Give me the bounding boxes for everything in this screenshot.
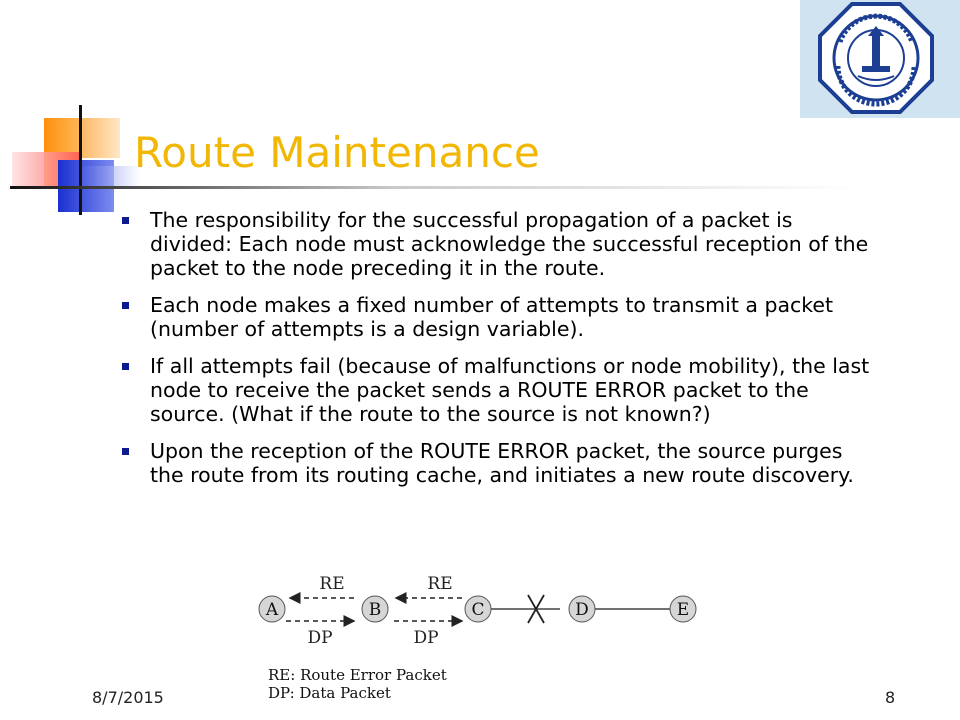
re-label-1: RE xyxy=(319,574,345,594)
square-bullet-icon xyxy=(122,217,129,224)
footer-date: 8/7/2015 xyxy=(92,688,164,707)
dp-label-1: DP xyxy=(307,628,333,648)
bullet-list xyxy=(118,208,878,500)
slide-title: Route Maintenance xyxy=(134,128,540,177)
square-bullet-icon xyxy=(122,363,129,370)
route-error-diagram xyxy=(250,565,720,655)
bullet-text: Upon the reception of the ROUTE ERROR packet, the source purges the route from its routing cache, and initiates a new route discovery. xyxy=(150,439,854,487)
node-e-label: E xyxy=(676,600,690,620)
bullet-item xyxy=(118,293,878,341)
node-b-label: B xyxy=(368,600,382,620)
node-a-label: A xyxy=(265,600,279,620)
square-bullet-icon xyxy=(122,448,129,455)
legend-item-dp: DP: Data Packet xyxy=(268,684,391,702)
bullet-text: Each node makes a fixed number of attempts to transmit a packet (number of attempts is a design variable). xyxy=(150,293,834,341)
re-label-2: RE xyxy=(427,574,453,594)
bullet-item xyxy=(118,208,878,280)
bullet-item xyxy=(118,439,878,487)
legend-item-re: RE: Route Error Packet xyxy=(268,666,447,684)
decor-orange-block-light xyxy=(80,118,120,158)
bullet-item xyxy=(118,354,878,426)
bullet-text: The responsibility for the successful propagation of a packet is divided: Each node must acknowledge the successful reception of the packet to the node preceding it in the route. xyxy=(150,208,869,280)
decor-vertical-line xyxy=(79,105,82,215)
university-seal-logo xyxy=(818,2,934,114)
diagram-legend xyxy=(268,666,447,702)
decor-blue-highlight xyxy=(80,166,140,186)
node-d-label: D xyxy=(575,600,589,620)
bullet-text: If all attempts fail (because of malfunctions or node mobility), the last node to receive the packet sends a ROUTE ERROR packet to the source. (What if the route to the source is not known?) xyxy=(150,354,870,426)
dp-label-2: DP xyxy=(413,628,439,648)
node-c-label: C xyxy=(471,600,485,620)
title-underline xyxy=(10,186,860,189)
page-number: 8 xyxy=(885,688,896,707)
square-bullet-icon xyxy=(122,302,129,309)
